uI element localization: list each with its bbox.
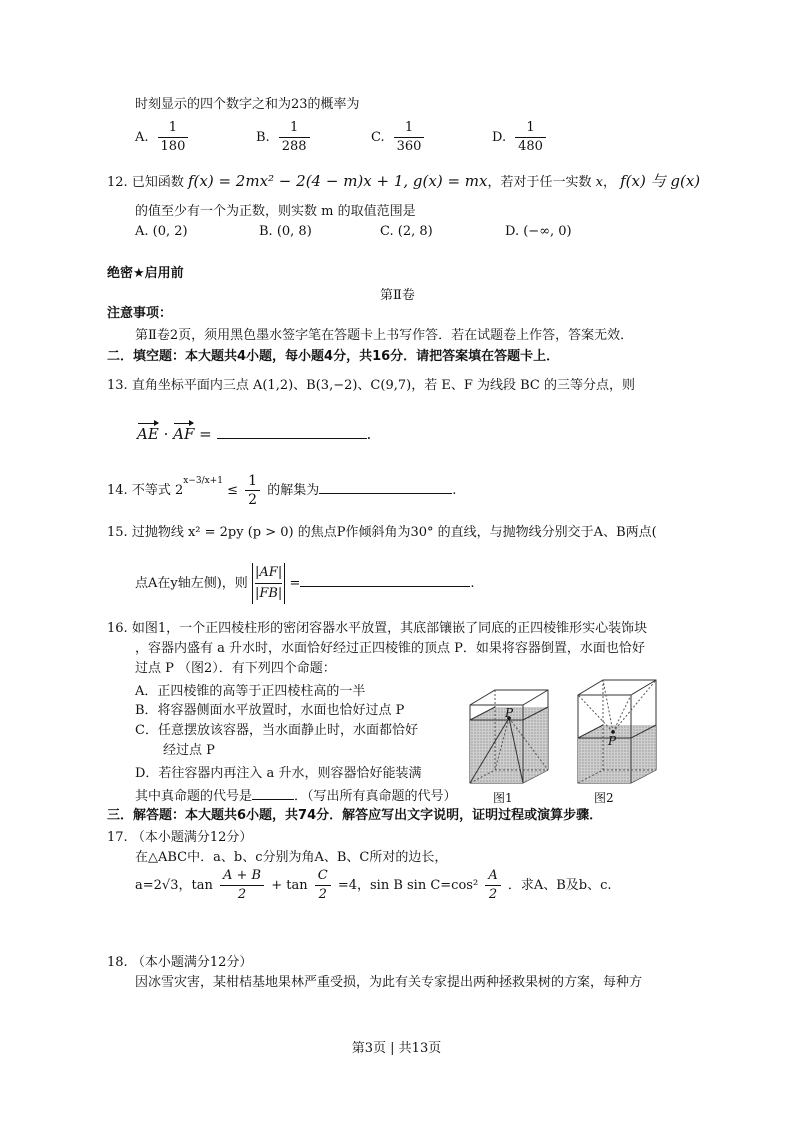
q16-option-b: B．将容器侧面水平放置时，水面也恰好过点 P <box>135 703 405 718</box>
q16-line3: 过点 P （图2）．有下列四个命题： <box>135 661 336 676</box>
q18-line1: 因冰雪灾害，某柑桔基地果林严重受损，为此有关专家提出两种拯救果树的方案，每种方 <box>135 975 643 990</box>
q16-option-c: C．任意摆放该容器，当水面静止时，水面都恰好 <box>135 723 418 738</box>
q15-answer-blank <box>300 572 470 587</box>
q11-option-b: B. $\frac{1}{288}$ <box>256 119 313 156</box>
q16-line2: ，容器内盛有 a 升水时，水面恰好经过正四棱锥的顶点 P．如果将容器倒置，水面也恰好 <box>135 641 645 656</box>
q16-last-line: 其中真命题的代号是 ．（写出所有真命题的代号） <box>135 785 457 806</box>
q18-header: 18. （本小题满分12分） <box>107 955 253 970</box>
q12-line2: 的值至少有一个为正数，则实数 m 的取值范围是 <box>135 204 416 219</box>
q17-header: 17. （本小题满分12分） <box>107 830 253 845</box>
figure-2-point-p: P <box>608 734 617 748</box>
figure-2-caption: 图2 <box>594 791 614 805</box>
q12-line1: 12. 已知函数 f(x) = 2mx² − 2(4 − m)x + 1, g(x) = mx，若对于任一实数 x， f(x) 与 g(x) <box>107 172 701 190</box>
q11-tail: 时刻显示的四个数字之和为23的概率为 <box>135 97 360 112</box>
q12-option-a: A. (0, 2) <box>135 224 188 239</box>
section3-heading: 三．解答题：本大题共6小题，共74分．解答应写出文字说明，证明过程或演算步骤． <box>107 808 603 823</box>
notice-text: 第Ⅱ卷2页，须用黑色墨水签字笔在答题卡上书写作答．若在试题卷上作答，答案无效． <box>135 328 634 343</box>
figure-1-point-p: P <box>505 706 514 720</box>
q13-expression: AE · AF = . <box>137 425 372 443</box>
figure-2-diagram <box>578 680 656 783</box>
q15-line2: 点A在y轴左侧)，则 $\frac{|AF|}{|FB|}$ = . <box>135 563 474 604</box>
q12-option-b: B. (0, 8) <box>259 224 312 239</box>
q11-option-a: A. $\frac{1}{180}$ <box>135 119 191 156</box>
q11-option-c: C. $\frac{1}{360}$ <box>371 119 427 156</box>
q17-line1: 在△ABC中．a、b、c分别为角A、B、C所对的边长， <box>135 850 448 865</box>
q11-option-d: D. $\frac{1}{480}$ <box>492 119 549 156</box>
q13-answer-blank <box>217 424 367 439</box>
q13-text: 13. 直角坐标平面内三点 A(1,2)、B(3,−2)、C(9,7)，若 E、F 为线段 BC 的三等分点，则 <box>107 378 635 393</box>
q14-text: 14. 不等式 $2^{x-3/x+1}$ ≤ $\frac{1}{2}$ 的解集为 . <box>107 473 457 508</box>
q12-option-d: D. (−∞, 0) <box>505 224 572 239</box>
q16-line1: 16. 如图1，一个正四棱柱形的密闭容器水平放置，其底部镶嵌了同底的正四棱锥形实心装饰块 <box>107 621 648 636</box>
figure-1-diagram <box>470 690 548 783</box>
secret-label: 绝密★启用前 <box>107 266 184 281</box>
q16-option-c-cont: 经过点 P <box>163 743 215 758</box>
q15-text: 15. 过抛物线 x² = 2py (p > 0) 的焦点P作倾斜角为30° 的直线，与抛物线分别交于A、B两点( <box>107 525 657 540</box>
q16-answer-blank <box>252 785 294 800</box>
notice-title: 注意事项： <box>107 306 173 321</box>
q16-figures <box>468 660 668 790</box>
section2-heading: 二．填空题：本大题共4小题，每小题4分，共16分．请把答案填在答题卡上． <box>107 349 560 364</box>
q16-option-a: A．正四棱锥的高等于正四棱柱高的一半 <box>135 684 366 699</box>
q12-option-c: C. (2, 8) <box>380 224 433 239</box>
part2-title: 第Ⅱ卷 <box>380 288 415 303</box>
q14-answer-blank <box>319 479 452 494</box>
q16-option-d: D．若往容器内再注入 a 升水，则容器恰好能装满 <box>135 766 422 781</box>
page-footer: 第3页 | 共13页 <box>351 1041 442 1056</box>
q17-line2: a=2√3，tan $\frac{A + B}{2}$ + tan $\frac{C}{2}$ =4，sin B sin C=cos² $\frac{A}{2}$ ．求A、B及b、c. <box>135 868 612 902</box>
figure-1-caption: 图1 <box>493 791 513 805</box>
